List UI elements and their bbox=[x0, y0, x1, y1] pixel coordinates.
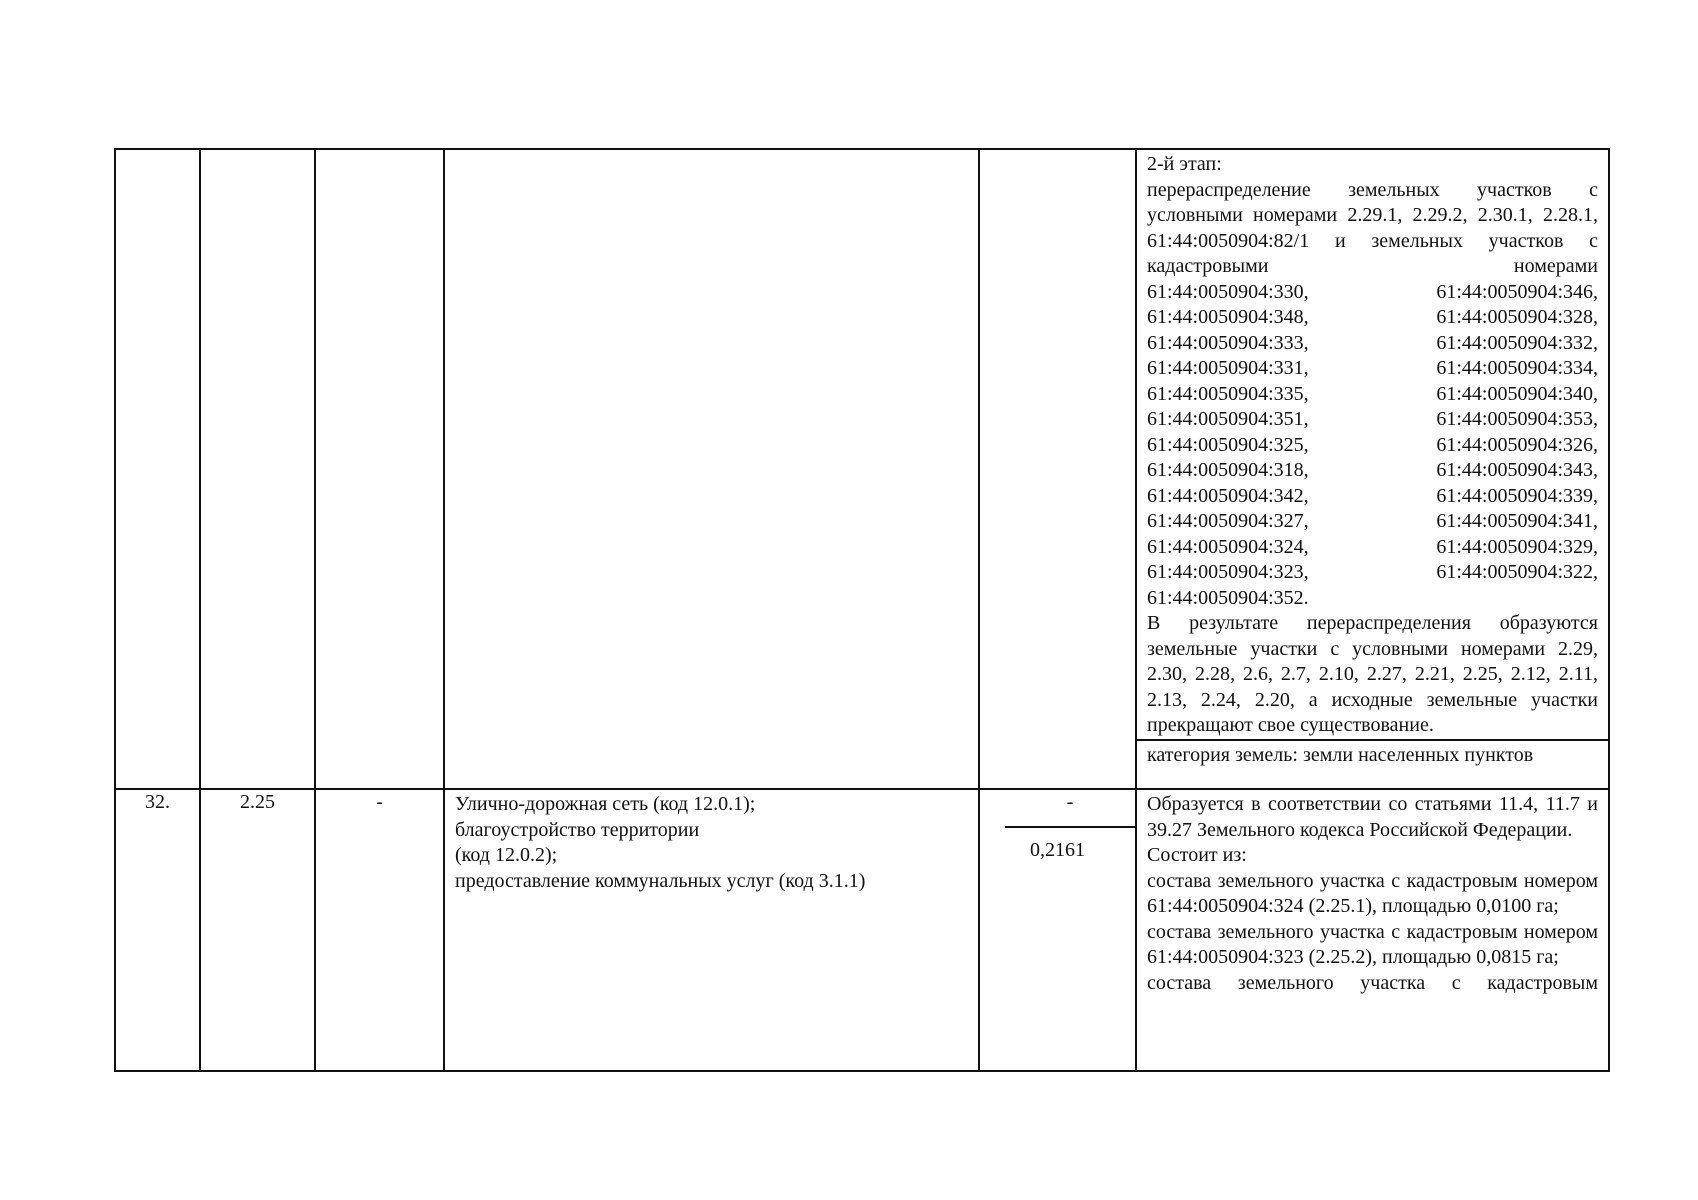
area-value: 0,2161 bbox=[1030, 839, 1085, 861]
cadastral-number: 61:44:0050904:339, bbox=[1436, 484, 1598, 507]
cadastral-number: 61:44:0050904:324, bbox=[1147, 535, 1309, 558]
cadastral-pair-row bbox=[1147, 382, 1598, 408]
cadastral-number: 61:44:0050904:331, bbox=[1147, 357, 1309, 379]
stage-text-block bbox=[1137, 150, 1608, 739]
formation-paragraph: Образуется в соответствии со статьями 11.4, 11.7 и 39.27 Земельного кодекса Российской Федерации. bbox=[1147, 793, 1598, 841]
cadastral-pair-row bbox=[1147, 509, 1598, 535]
cadastral-number: 61:44:0050904:329, bbox=[1436, 535, 1598, 558]
cadastral-number: 61:44:0050904:342, bbox=[1147, 484, 1309, 507]
area-top: - bbox=[1005, 790, 1135, 828]
cadastral-number: 61:44:0050904:346, bbox=[1436, 280, 1598, 303]
cadastral-number: 61:44:0050904:322, bbox=[1436, 561, 1598, 583]
cell-empty-plot-id bbox=[200, 149, 315, 789]
last-cadastral: 61:44:0050904:352. bbox=[1147, 586, 1309, 609]
formation-paragraph: состава земельного участка с кадастровым номером 61:44:0050904:323 (2.25.2), площадью 0,0815 га; bbox=[1147, 920, 1598, 968]
formation-cell bbox=[1136, 789, 1609, 1071]
cadastral-pair-row bbox=[1147, 560, 1598, 586]
cadastral-number: 61:44:0050904:333, bbox=[1147, 331, 1309, 354]
cadastral-number: 61:44:0050904:353, bbox=[1436, 408, 1598, 430]
cadastral-list bbox=[1147, 280, 1598, 586]
cadastral-pair-row bbox=[1147, 356, 1598, 382]
formation-text bbox=[1137, 790, 1608, 996]
formation-paragraph: Состоит из: bbox=[1147, 844, 1247, 866]
permitted-use-list bbox=[445, 790, 978, 894]
cadastral-number: 61:44:0050904:341, bbox=[1436, 510, 1598, 532]
cadastral-number: 61:44:0050904:340, bbox=[1436, 382, 1598, 405]
cadastral-pair-row bbox=[1147, 535, 1598, 561]
cadastral-number: 61:44:0050904:328, bbox=[1436, 306, 1598, 328]
cadastral-number: 61:44:0050904:332, bbox=[1436, 331, 1598, 354]
cadastral-number: 61:44:0050904:318, bbox=[1147, 459, 1309, 481]
stage-title: 2-й этап: bbox=[1147, 153, 1222, 175]
formation-paragraph: состава земельного участка с кадастровым bbox=[1147, 971, 1598, 994]
cadastral-number: 61:44:0050904:335, bbox=[1147, 382, 1309, 405]
cell-empty-use bbox=[444, 149, 979, 789]
permitted-use-cell bbox=[444, 789, 979, 1071]
area-cell bbox=[979, 789, 1136, 1071]
permitted-use-line: предоставление коммунальных услуг (код 3.1.1) bbox=[455, 869, 866, 892]
plot-id: 2.25 bbox=[200, 789, 315, 1071]
cadastral-number: 61:44:0050904:327, bbox=[1147, 510, 1309, 532]
row-number: 32. bbox=[115, 789, 200, 1071]
cadastral-pair-row bbox=[1147, 433, 1598, 459]
permitted-use-line: (код 12.0.2); bbox=[455, 844, 558, 866]
table-row-32 bbox=[115, 789, 1609, 1071]
cadastral-number: 61:44:0050904:326, bbox=[1436, 433, 1598, 456]
cadastral-number: 61:44:0050904:330, bbox=[1147, 280, 1309, 303]
cadastral-number: 61:44:0050904:351, bbox=[1147, 408, 1309, 430]
cadastral-number: 61:44:0050904:348, bbox=[1147, 306, 1309, 328]
stage-intro: перераспределение земельных участков с условными номерами 2.29.1, 2.29.2, 2.30.1, 2.28.1, 61:44:0050904:82/1 и земельных участков с кадастровыми номерами bbox=[1147, 178, 1598, 277]
formation-paragraph: состава земельного участка с кадастровым номером 61:44:0050904:324 (2.25.1), площадью 0,0100 га; bbox=[1147, 869, 1598, 917]
cadastral-pair-row bbox=[1147, 305, 1598, 331]
cadastral-pair-row bbox=[1147, 407, 1598, 433]
cadastral-number: 61:44:0050904:343, bbox=[1436, 459, 1598, 481]
cell-empty-number bbox=[115, 149, 200, 789]
land-plots-table bbox=[114, 148, 1610, 1072]
cadastral-number: 61:44:0050904:334, bbox=[1436, 357, 1598, 379]
table-row-continued bbox=[115, 149, 1609, 789]
cadastral-number: 61:44:0050904:325, bbox=[1147, 433, 1309, 456]
cell-empty-area bbox=[979, 149, 1136, 789]
cadastral-number: 61:44:0050904:323, bbox=[1147, 561, 1309, 583]
permitted-use-line: Улично-дорожная сеть (код 12.0.1); bbox=[455, 793, 756, 815]
result-text: В результате перераспределения образуются земельные участки с условными номерами 2.29, 2.30, 2.28, 2.6, 2.7, 2.10, 2.27, 2.21, 2.25, 2.12, 2.11, 2.13, 2.24, 2.20, а исходные земельные участки прекращают свое существование. bbox=[1147, 612, 1598, 736]
cadastral-pair-row bbox=[1147, 484, 1598, 510]
cell-empty-col3 bbox=[315, 149, 444, 789]
cell-stage-description bbox=[1136, 149, 1609, 789]
cadastral-pair-row bbox=[1147, 280, 1598, 306]
land-category: категория земель: земли населенных пунктов bbox=[1137, 739, 1608, 767]
col3-value: - bbox=[315, 789, 444, 1071]
cadastral-pair-row bbox=[1147, 458, 1598, 484]
cadastral-pair-row bbox=[1147, 331, 1598, 357]
permitted-use-line: благоустройство территории bbox=[455, 818, 700, 841]
